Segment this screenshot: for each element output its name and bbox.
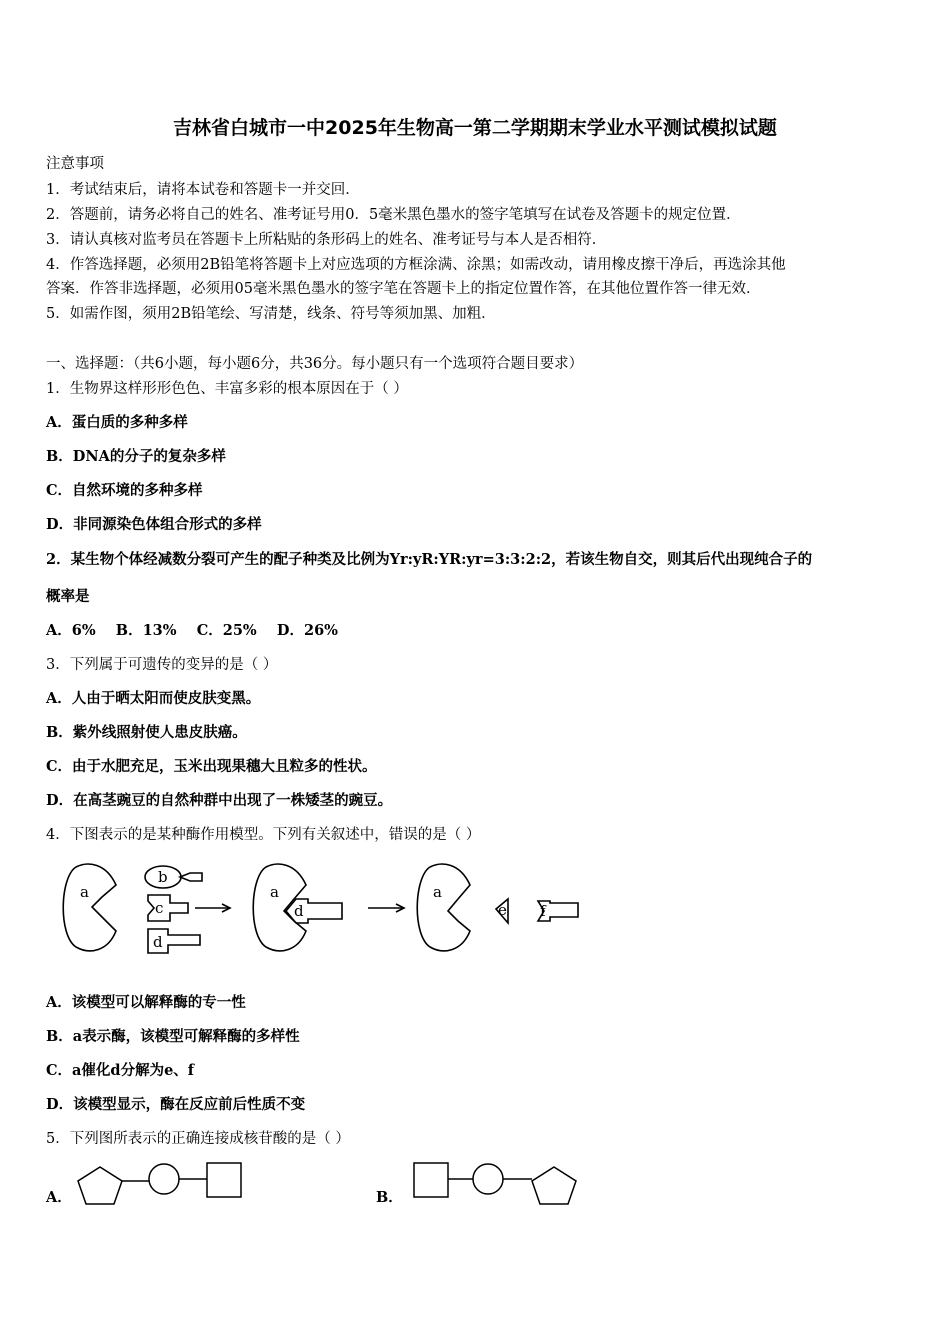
q5-option-b-label: B．	[376, 1189, 403, 1206]
notice-item-3: 3．请认真核对监考员在答题卡上所粘贴的条形码上的姓名、准考证号与本人是否相符．	[46, 232, 607, 248]
substrate-c-shape	[148, 895, 188, 921]
q4-option-a: A．该模型可以解释酶的专一性	[46, 994, 246, 1011]
q2-stem: 2．某生物个体经减数分裂可产生的配子种类及比例为Yr:yR:YR:yr=3:3:2:2，若该生物自交，则其后代出现纯合子的	[46, 551, 813, 568]
notice-item-4-cont: 答案．作答非选择题，必须用05毫米黑色墨水的签字笔在答题卡上的指定位置作答，在其他位置作答一律无效．	[46, 281, 761, 297]
q1-option-c: C．自然环境的多种多样	[46, 482, 203, 499]
q3-option-c: C．由于水肥充足，玉米出现果穗大且粒多的性状。	[46, 758, 377, 775]
q4-option-c: C．a催化d分解为e、f	[46, 1062, 195, 1079]
notice-item-2: 2．答题前，请务必将自己的姓名、准考证号用0．5毫米黑色墨水的签字笔填写在试卷及答题卡的规定位置．	[46, 207, 741, 223]
label-f: f	[540, 902, 546, 920]
q3-stem: 3．下列属于可遗传的变异的是（ ）	[46, 657, 278, 673]
label-a-2: a	[270, 883, 279, 901]
label-d: d	[153, 933, 163, 951]
label-a-3: a	[433, 883, 442, 901]
label-c: c	[155, 899, 164, 917]
square-shape	[414, 1163, 448, 1197]
section-heading: 一、选择题：（共6小题，每小题6分，共36分。每小题只有一个选项符合题目要求）	[46, 356, 584, 372]
q5-stem: 5．下列图所表示的正确连接成核苷酸的是（ ）	[46, 1131, 350, 1147]
label-e: e	[498, 901, 507, 919]
notice-item-1: 1．考试结束后，请将本试卷和答题卡一并交回．	[46, 182, 360, 198]
q2-options: A．6% B．13% C．25% D．26%	[46, 622, 338, 639]
q1-option-b: B．DNA的分子的复杂多样	[46, 448, 226, 465]
q3-option-a: A．人由于晒太阳而使皮肤变黑。	[46, 690, 261, 707]
pentagon-shape	[78, 1167, 122, 1204]
q1-stem: 1．生物界这样形形色色、丰富多彩的根本原因在于（ ）	[46, 381, 408, 397]
label-a-1: a	[80, 883, 89, 901]
circle-shape	[473, 1164, 503, 1194]
label-d-2: d	[294, 902, 304, 920]
q4-option-b: B．a表示酶，该模型可解释酶的多样性	[46, 1028, 300, 1045]
enzyme-a-outline-3	[417, 864, 470, 951]
q1-option-d: D．非同源染色体组合形式的多样	[46, 516, 262, 533]
enzyme-a-outline-1	[63, 864, 116, 951]
q5-option-a-label: A．	[46, 1189, 72, 1206]
q5-option-b-diagram	[410, 1160, 580, 1210]
notice-item-4: 4．作答选择题，必须用2B铅笔将答题卡上对应选项的方框涂满、涂黑；如需改动，请用橡皮擦干净后，再选涂其他	[46, 257, 786, 273]
q3-option-b: B．紫外线照射使人患皮肤癌。	[46, 724, 247, 741]
q5-option-a-diagram	[76, 1160, 246, 1210]
notice-item-5: 5．如需作图，须用2B铅笔绘、写清楚，线条、符号等须加黑、加粗．	[46, 306, 496, 322]
pentagon-shape	[532, 1167, 576, 1204]
notice-heading: 注意事项	[46, 156, 104, 172]
label-b: b	[158, 868, 168, 886]
q4-option-d: D．该模型显示，酶在反应前后性质不变	[46, 1096, 306, 1113]
q2-stem-cont: 概率是	[46, 588, 90, 605]
q1-option-a: A．蛋白质的多种多样	[46, 414, 188, 431]
square-shape	[207, 1163, 241, 1197]
page-title: 吉林省白城市一中2025年生物高一第二学期期末学业水平测试模拟试题	[173, 117, 777, 139]
enzyme-model-diagram	[50, 855, 590, 960]
circle-shape	[149, 1164, 179, 1194]
q4-stem: 4．下图表示的是某种酶作用模型。下列有关叙述中，错误的是（ ）	[46, 827, 481, 843]
q3-option-d: D．在高茎豌豆的自然种群中出现了一株矮茎的豌豆。	[46, 792, 393, 809]
